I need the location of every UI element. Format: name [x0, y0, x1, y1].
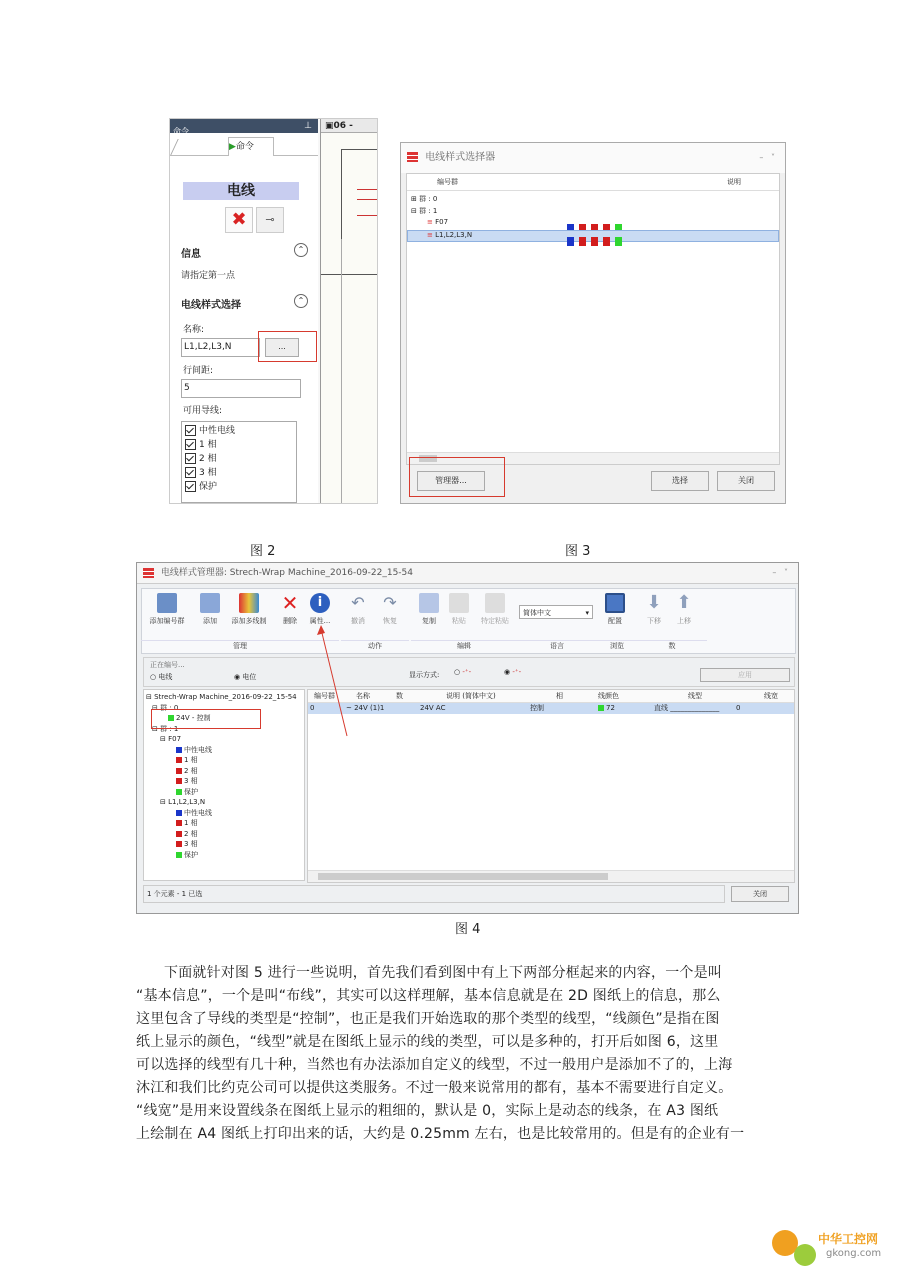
add-icon — [200, 593, 220, 613]
col-desc-header: 说明 — [727, 178, 741, 186]
drawing-line — [357, 215, 378, 216]
horizontal-scrollbar[interactable] — [308, 870, 794, 882]
status-bar — [143, 885, 725, 903]
col-header: 相 — [556, 692, 563, 700]
tree-row[interactable]: ⊞ 群 : 0 — [411, 195, 438, 203]
add-multi-icon — [239, 593, 259, 613]
app-icon — [407, 152, 418, 162]
status-text: 1 个元素 - 1 已选 — [147, 890, 203, 898]
redo-icon: ↷ — [383, 593, 397, 612]
tree-wire[interactable]: 2 相 — [146, 766, 304, 777]
swatch-blue — [176, 810, 182, 816]
figure-3 — [400, 142, 786, 504]
window-title: 电线样式管理器: Strech-Wrap Machine_2016-09-22_15-54 — [160, 568, 413, 578]
wire-checkbox[interactable]: 保护 — [185, 480, 293, 494]
cancel-icon[interactable]: ✖ — [225, 207, 253, 233]
tree-style[interactable]: ⊟ F07 — [160, 735, 182, 743]
expand-icon: ⊞ — [411, 195, 417, 203]
body-paragraph — [136, 962, 799, 1146]
radio-selected-icon: ◉ — [504, 668, 511, 676]
col-header: 数 — [396, 692, 403, 700]
tree-root[interactable]: ⊟ Strech-Wrap Machine_2016-09-22_15-54 — [146, 693, 297, 701]
info-text: 请指定第一点 — [181, 271, 236, 281]
copy-icon — [419, 593, 439, 613]
table-header — [308, 690, 794, 703]
col-group-header: 编号群 — [437, 178, 458, 186]
caption-fig2: 图 2 — [250, 544, 276, 559]
drawing-area[interactable] — [320, 119, 378, 503]
collapse-style-icon[interactable]: ⌃ — [294, 294, 308, 308]
group-label-manage: 管理 — [141, 640, 339, 651]
tab-command[interactable]: ▶命令 — [228, 137, 274, 156]
wire-color-cell: 72 — [598, 703, 615, 714]
caption-fig4: 图 4 — [455, 922, 481, 937]
play-icon: ▶ — [229, 142, 236, 152]
col-header: 编号群 — [314, 692, 335, 700]
wire-style-icon: ≡ — [427, 231, 433, 239]
wires-list — [181, 421, 297, 503]
paragraph-line: “线宽”是用来设置线条在图纸上显示的粗细的，默认是 0，实际上是动态的线条，在 A3 图纸 — [136, 1103, 719, 1119]
wire-checkbox[interactable]: 2 相 — [185, 452, 293, 466]
paragraph-line: 纸上显示的颜色，“线型”就是在图纸上显示的线的类型，可以是多种的，打开后如图 6，这里 — [136, 1034, 719, 1050]
caption-fig3: 图 3 — [565, 544, 591, 559]
figure-4 — [136, 562, 799, 914]
collapse-info-icon[interactable]: ⌃ — [294, 243, 308, 257]
tree-row[interactable]: ⊟ 群 : 1 — [411, 207, 438, 215]
paragraph-line: 上绘制在 A4 图纸上打印出来的话，大约是 0.25mm 左右，也是比较常用的。但是有的企业有一 — [136, 1126, 745, 1142]
spacing-label: 行间距: — [183, 366, 214, 376]
tree-item[interactable]: 24V - 控制 — [146, 713, 304, 724]
numbering-panel — [143, 657, 795, 687]
group-label-edit: 编辑 — [411, 640, 517, 651]
tree-row[interactable]: ≡ F07 — [427, 218, 449, 226]
col-header: 线型 — [688, 692, 702, 700]
panel-title: 命令 — [173, 127, 189, 136]
add-button[interactable]: 添加 — [195, 593, 225, 626]
tree-wire[interactable]: 3 相 — [146, 839, 304, 850]
undo-icon: ↶ — [351, 593, 365, 612]
col-header: 线宽 — [764, 692, 778, 700]
paste-special-icon — [485, 593, 505, 613]
apply-button[interactable]: 应用 — [700, 668, 790, 682]
delete-icon: ✕ — [281, 591, 299, 615]
group-label-language: 语言 — [517, 640, 597, 651]
move-up-button[interactable]: ⬆ 上移 — [671, 593, 697, 626]
group-label-browse: 浏览 — [597, 640, 637, 651]
swatch-red — [591, 237, 598, 246]
radio-selected-icon: ◉ — [234, 673, 241, 681]
col-header: 说明 (简体中文) — [446, 692, 496, 700]
swatch-red — [176, 768, 182, 774]
command-panel — [170, 119, 318, 503]
page-icon: ▣ — [325, 121, 334, 131]
opt-wire[interactable]: ○ 电线 — [150, 673, 173, 681]
drawing-line — [341, 239, 342, 503]
name-label: 名称: — [183, 325, 205, 335]
col-header: 名称 — [356, 692, 370, 700]
copy-button[interactable]: 复制 — [415, 593, 443, 626]
wire-sample-icon: -⁺- — [462, 668, 472, 676]
panel-tabs — [170, 135, 318, 156]
select-button[interactable]: 选择 — [651, 471, 709, 491]
window-titlebar — [137, 563, 798, 584]
collapse-icon: ⊟ — [160, 735, 166, 743]
tree-row[interactable]: ≡ L1,L2,L3,N — [427, 231, 473, 239]
color-swatches — [567, 231, 627, 250]
paragraph-line: 下面就针对图 5 进行一些说明，首先我们看到图中有上下两部分框起来的内容，一个是叫 — [164, 965, 723, 981]
check-icon — [185, 425, 196, 436]
spacing-input[interactable]: 5 — [181, 379, 301, 398]
callout-arrow-icon — [307, 621, 367, 741]
tree-wire[interactable]: 1 相 — [146, 818, 304, 829]
swatch-green — [176, 852, 182, 858]
check-icon — [185, 481, 196, 492]
arrow-down-icon: ⬇ — [646, 592, 662, 613]
move-down-button[interactable]: ⬇ 下移 — [641, 593, 667, 626]
window-controls-icon[interactable]: – ˅ — [759, 153, 775, 162]
wires-label: 可用导线: — [183, 406, 223, 416]
callout-box — [409, 457, 505, 497]
swatch-red — [176, 757, 182, 763]
swatch-red — [176, 831, 182, 837]
command-name: 电线 — [183, 182, 299, 200]
tree-group[interactable]: ⊟ 群 : 1 — [152, 724, 179, 733]
window-controls-icon[interactable]: – ˅ — [772, 568, 788, 577]
edit-label: 正在编号... — [150, 661, 185, 669]
tree-wire[interactable]: 中性电线 — [146, 808, 304, 819]
paragraph-line: “基本信息”，一个是叫“布线”，其实可以这样理解，基本信息就是在 2D 图纸上的信息，那么 — [136, 988, 721, 1004]
delete-button[interactable]: ✕ 删除 — [281, 591, 299, 625]
collapse-icon: ⊟ — [152, 703, 158, 712]
info-icon: i — [310, 593, 330, 613]
display-opt-1[interactable] — [454, 668, 471, 676]
group-label-count: 数 — [637, 640, 707, 651]
swatch-red — [603, 237, 610, 246]
collapse-icon: ⊟ — [152, 724, 158, 733]
swatch-red — [176, 778, 182, 784]
redo-button[interactable]: ↷ 恢复 — [375, 593, 405, 626]
check-icon — [185, 467, 196, 478]
display-mode-label: 显示方式: — [409, 671, 440, 679]
radio-icon: ○ — [150, 673, 157, 681]
tree-wire[interactable]: 保护 — [146, 850, 304, 861]
config-button[interactable]: 配置 — [601, 593, 629, 626]
pin-icon[interactable]: ⊥ — [304, 121, 312, 131]
callout-box — [151, 709, 261, 729]
dropdown-icon: ▾ — [585, 609, 589, 617]
section-style: 电线样式选择 — [181, 300, 241, 311]
tree-wire[interactable]: 1 相 — [146, 755, 304, 766]
window-title: 电线样式选择器 — [425, 152, 496, 163]
tree-wire[interactable]: 2 相 — [146, 829, 304, 840]
paragraph-line: 这里包含了导线的类型是“控制”，也正是我们开始选取的那个类型的线型，“线颜色”是指在图 — [136, 1011, 720, 1027]
drawing-line — [357, 189, 378, 190]
swatch-green — [176, 789, 182, 795]
collapse-icon: ⊟ — [160, 798, 166, 806]
arrow-up-icon: ⬆ — [676, 592, 692, 613]
paste-special-button[interactable]: 特定粘贴 — [475, 593, 515, 626]
figure-2 — [169, 118, 378, 504]
tree-wire[interactable]: 中性电线 — [146, 745, 304, 756]
swatch-red — [176, 841, 182, 847]
collapse-icon: ⊟ — [146, 693, 152, 701]
swatch-green — [598, 705, 604, 711]
tree-wire[interactable]: 保护 — [146, 787, 304, 798]
swatch-red — [176, 820, 182, 826]
tree-wire[interactable]: 3 相 — [146, 776, 304, 787]
scroll-thumb[interactable] — [318, 873, 608, 880]
tree-style[interactable]: ⊟ L1,L2,L3,N — [160, 798, 206, 806]
language-select[interactable]: 简体中文 ▾ — [519, 605, 593, 619]
col-header: 线颜色 — [598, 692, 619, 700]
radio-icon: ○ — [454, 668, 461, 676]
watermark-logo — [768, 1222, 898, 1274]
check-icon — [185, 439, 196, 450]
add-group-icon — [157, 593, 177, 613]
config-icon — [605, 593, 625, 613]
name-input[interactable]: L1,L2,L3,N — [181, 338, 260, 357]
opt-potential[interactable]: ◉ 电位 — [234, 673, 257, 681]
swatch-blue — [176, 747, 182, 753]
swatch-red — [579, 237, 586, 246]
wire-checkbox[interactable]: 1 相 — [185, 438, 293, 452]
watermark-cn: 中华工控网 — [818, 1232, 879, 1246]
paste-icon — [449, 593, 469, 613]
manager-button[interactable]: 管理器... — [417, 471, 485, 491]
drawing-tab[interactable]: ▣06 - — [321, 119, 378, 133]
wire-checkbox[interactable]: 3 相 — [185, 466, 293, 480]
browse-button[interactable]: ... — [265, 338, 299, 357]
wire-checkbox[interactable]: 中性电线 — [185, 424, 293, 438]
wire-sample-icon: -⁺- — [512, 668, 522, 676]
wire-tool-icon[interactable]: ⊸ — [256, 207, 284, 233]
collapse-icon: ⊟ — [411, 207, 417, 215]
swatch-blue — [567, 237, 574, 246]
properties-button[interactable]: i 属性... — [309, 595, 331, 625]
paste-button[interactable]: 粘贴 — [445, 593, 473, 626]
tree-group[interactable]: ⊟ 群 : 0 — [152, 703, 179, 712]
drawing-frame — [341, 149, 378, 240]
add-multi-button[interactable]: 添加多线制 — [227, 593, 271, 626]
watermark-url: gkong.com — [826, 1248, 882, 1259]
paragraph-line: 沐江和我们比约克公司可以提供这类服务。不过一般来说常用的都有，基本不需要进行自定义。 — [136, 1080, 733, 1096]
display-opt-2[interactable] — [504, 668, 521, 676]
drawing-line — [321, 274, 378, 275]
undo-button[interactable]: ↶ 撤消 — [343, 593, 373, 626]
swatch-green — [615, 237, 622, 246]
add-group-button[interactable]: 添加编号群 — [145, 593, 189, 626]
wire-style-icon: ≡ — [427, 218, 433, 226]
group-label-action: 动作 — [341, 640, 409, 651]
close-button[interactable]: 关闭 — [731, 886, 789, 902]
panel-titlebar — [170, 119, 318, 136]
callout-box — [258, 331, 317, 362]
paragraph-line: 可以选择的线型有几十种，当然也有办法添加自定义的线型，不过一般用户是添加不了的，上海 — [136, 1057, 733, 1073]
wire-style-table — [307, 689, 795, 883]
table-row[interactable]: 0 ~ 24V (1)1 24V AC 控制 72 直线 ______________ 0 — [308, 703, 794, 714]
tab-blank[interactable] — [170, 139, 198, 155]
app-icon — [143, 568, 154, 578]
style-tree-table — [406, 173, 780, 465]
gear-icon — [794, 1244, 816, 1266]
close-button[interactable]: 关闭 — [717, 471, 775, 491]
drawing-line — [357, 199, 378, 200]
window-titlebar — [401, 143, 785, 173]
check-icon — [185, 453, 196, 464]
section-info: 信息 — [181, 249, 201, 260]
table-header — [407, 174, 779, 191]
